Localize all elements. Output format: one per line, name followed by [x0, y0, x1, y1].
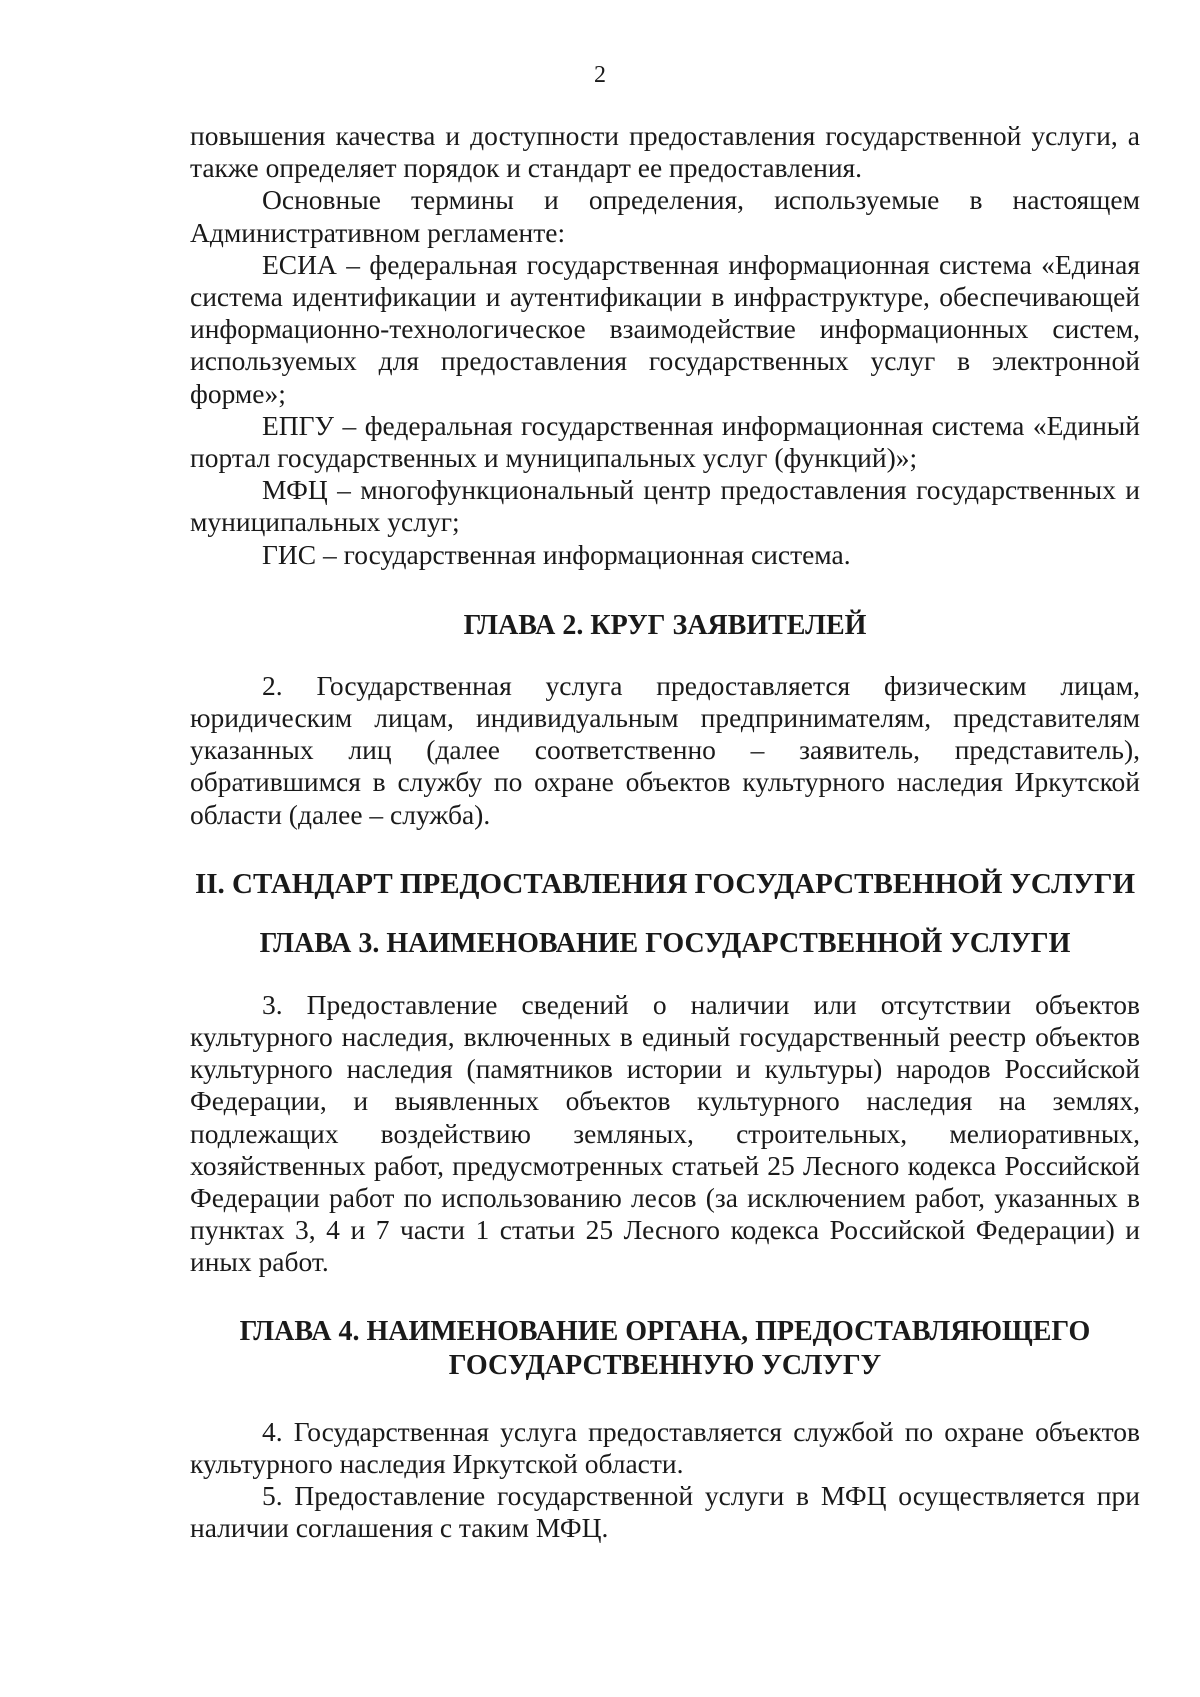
chapter-3-heading: ГЛАВА 3. НАИМЕНОВАНИЕ ГОСУДАРСТВЕННОЙ УСЛУГИ [259, 927, 1071, 959]
chapter-4-heading [190, 1315, 1140, 1383]
page-number: 2 [594, 62, 606, 88]
clause-5: 5. Предоставление государственной услуги в МФЦ осуществляется при наличии соглашения с таким МФЦ. [190, 1480, 1140, 1544]
term-epgu: ЕПГУ – федеральная государственная информационная система «Единый портал государственных и муниципальных услуг (функций)»; [190, 409, 1140, 474]
term-esia: ЕСИА – федеральная государственная информационная система «Единая система идентификации и аутентификации в инфраструктуре, обеспечивающей информационно-технологическое взаимодействие информационных систем, используемых для предоставления государственных услуг в электронной форме»; [190, 248, 1140, 409]
section-2-heading: II. СТАНДАРТ ПРЕДОСТАВЛЕНИЯ ГОСУДАРСТВЕННОЙ УСЛУГИ [194, 867, 1136, 900]
term-gis: ГИС – государственная информационная система. [262, 538, 851, 570]
chapter-4-heading-line-2: ГОСУДАРСТВЕННУЮ УСЛУГУ [448, 1349, 882, 1381]
clause-2: 2. Государственная услуга предоставляется физическим лицам, юридическим лицам, индивидуальным предпринимателям, представителям указанных лиц (далее соответственно – заявитель, представитель), обратившимся в службу по охране объектов культурного наследия Иркутской области (далее – служба). [190, 669, 1140, 830]
clause-4: 4. Государственная услуга предоставляется службой по охране объектов культурного наследия Иркутской области. [190, 1415, 1140, 1479]
chapter-4-heading-line-1: ГЛАВА 4. НАИМЕНОВАНИЕ ОРГАНА, ПРЕДОСТАВЛЯЮЩЕГО [239, 1315, 1091, 1347]
terms-intro-paragraph: Основные термины и определения, используемые в настоящем Административном регламенте: [190, 184, 1140, 248]
intro-paragraph: повышения качества и доступности предоставления государственной услуги, а также определяет порядок и стандарт ее предоставления. [190, 120, 1140, 184]
document-body [190, 120, 1140, 1545]
clause-3: 3. Предоставление сведений о наличии или отсутствии объектов культурного наследия, включенных в единый государственный реестр объектов культурного наследия (памятников истории и культуры) народов Российской Федерации, и выявленных объектов культурного наследия на землях, подлежащих воздействию земляных, строительных, мелиоративных, хозяйственных работ, предусмотренных статьей 25 Лесного кодекса Российской Федерации работ по использованию лесов (за исключением работ, указанных в пунктах 3, 4 и 7 части 1 статьи 25 Лесного кодекса Российской Федерации) и иных работ. [190, 988, 1140, 1278]
term-mfc: МФЦ – многофункциональный центр предоставления государственных и муниципальных услуг; [190, 474, 1140, 538]
chapter-2-heading: ГЛАВА 2. КРУГ ЗАЯВИТЕЛЕЙ [463, 609, 867, 641]
